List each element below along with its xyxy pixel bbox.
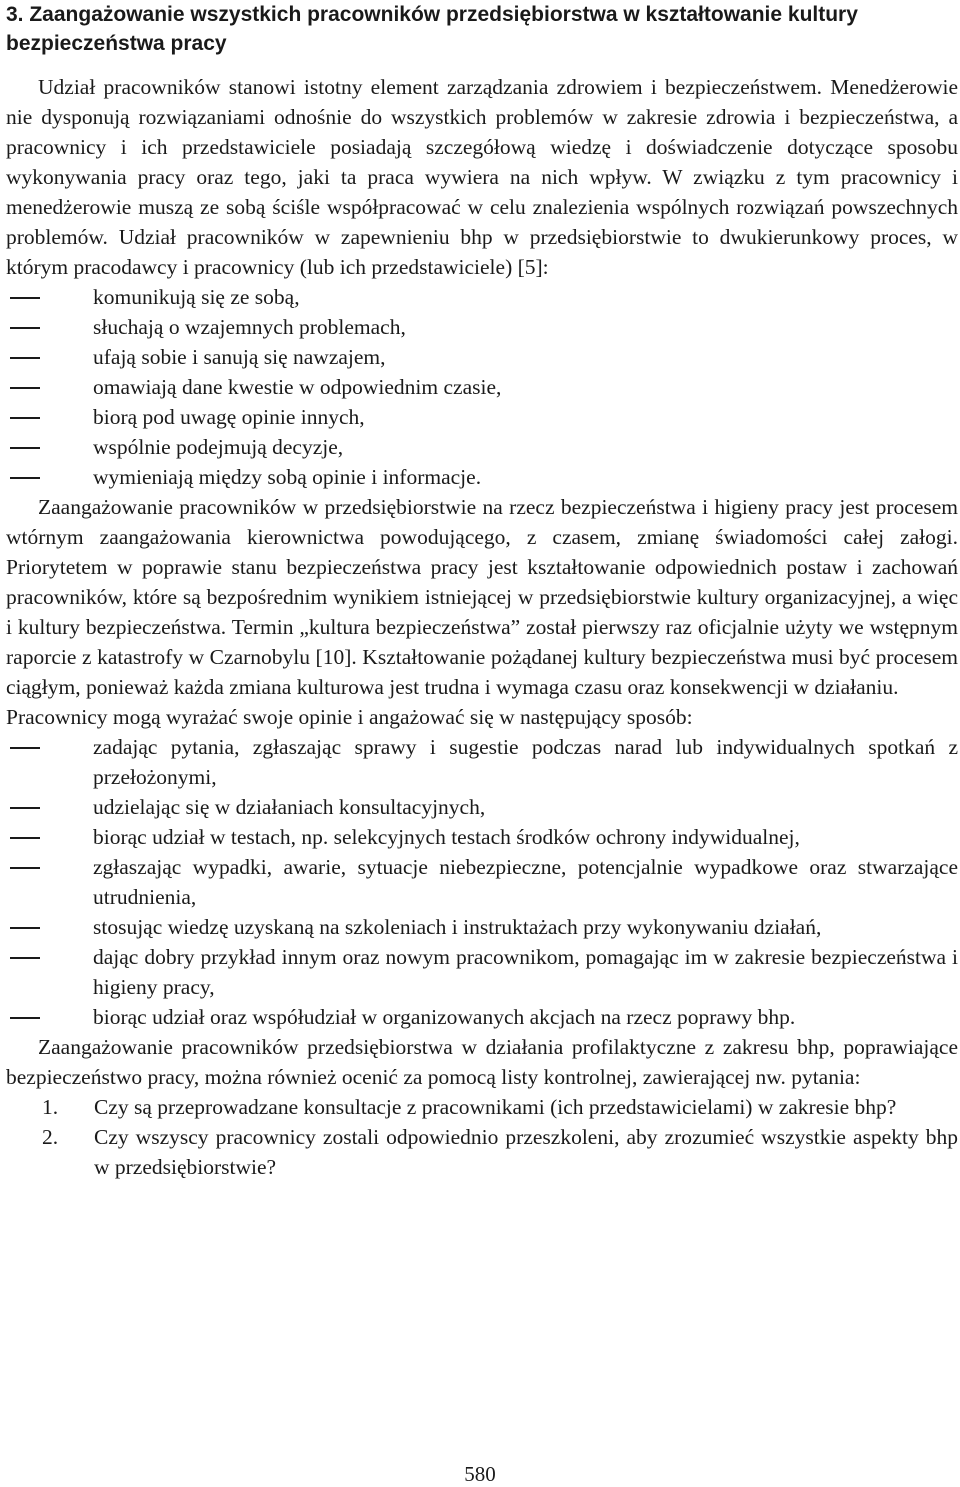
list-item: komunikują się ze sobą, xyxy=(6,282,958,312)
page-number: 580 xyxy=(464,1462,496,1486)
dash-icon xyxy=(10,807,40,809)
list-item: ufają sobie i sanują się nawzajem, xyxy=(6,342,958,372)
document-page xyxy=(6,0,958,1182)
list-item: dając dobry przykład innym oraz nowym pracownikom, pomagając im w zakresie bezpieczeństwa i higieny pracy, xyxy=(6,942,958,1002)
dash-icon xyxy=(10,387,40,389)
paragraph-3: Pracownicy mogą wyrażać swoje opinie i angażować się w następujący sposób: xyxy=(6,705,693,729)
list-item: omawiają dane kwestie w odpowiednim czasie, xyxy=(6,372,958,402)
list-item: wspólnie podejmują decyzje, xyxy=(6,432,958,462)
list-item: 1. Czy są przeprowadzane konsultacje z pracownikami (ich przedstawicielami) w zakresie bhp? xyxy=(6,1092,958,1122)
dash-icon xyxy=(10,477,40,479)
item-number: 1. xyxy=(42,1095,59,1119)
list-item: stosując wiedzę uzyskaną na szkoleniach i instruktażach przy wykonywaniu działań, xyxy=(6,912,958,942)
dash-icon xyxy=(10,837,40,839)
dash-icon xyxy=(10,867,40,869)
paragraph-4: Zaangażowanie pracowników przedsiębiorstwa w działania profilaktyczne z zakresu bhp, poprawiające bezpieczeństwo pracy, można również ocenić za pomocą listy kontrolnej, zawierającej nw. pytania: xyxy=(6,1035,958,1089)
list-2 xyxy=(6,732,958,1032)
section-heading: 3. Zaangażowanie wszystkich pracowników przedsiębiorstwa w kształtowanie kultury bezpieczeństwa pracy xyxy=(6,3,858,55)
list-item: zadając pytania, zgłaszając sprawy i sugestie podczas narad lub indywidualnych spotkań z przełożonymi, xyxy=(6,732,958,792)
paragraph-2: Zaangażowanie pracowników w przedsiębiorstwie na rzecz bezpieczeństwa i higieny pracy jest procesem wtórnym zaangażowania kierownictwa powodującego, z czasem, zmianę świadomości całej załogi. Priorytetem w poprawie stanu bezpieczeństwa pracy jest kształtowanie odpowiednich postaw i zachowań pracowników, które są bezpośrednim wynikiem istniejącej w przedsiębiorstwie kultury organizacyjnej, a więc i kultury bezpieczeństwa. Termin „kultura bezpieczeństwa” został pierwszy raz oficjalnie użyty we wstępnym raporcie z katastrofy w Czarnobylu [10]. Kształtowanie pożądanej kultury bezpieczeństwa musi być procesem ciągłym, ponieważ każda zmiana kulturowa jest trudna i wymaga czasu oraz konsekwencji w działaniu. xyxy=(6,495,958,699)
dash-icon xyxy=(10,297,40,299)
list-item: biorąc udział w testach, np. selekcyjnych testach środków ochrony indywidualnej, xyxy=(6,822,958,852)
list-item: wymieniają między sobą opinie i informacje. xyxy=(6,462,958,492)
item-number: 2. xyxy=(42,1125,59,1149)
paragraph-1: Udział pracowników stanowi istotny element zarządzania zdrowiem i bezpieczeństwem. Menedżerowie nie dysponują rozwiązaniami odnośnie do wszystkich problemów w zakresie zdrowia i bezpieczeństwa, a pracownicy i ich przedstawiciele posiadają szczegółową wiedzę i doświadczenie dotyczące sposobu wykonywania pracy oraz tego, jaki ta praca wywiera na nich wpływ. W związku z tym pracownicy i menedżerowie muszą ze sobą ściśle współpracować w celu znalezienia wspólnych rozwiązań powszechnych problemów. Udział pracowników w zapewnieniu bhp w przedsiębiorstwie to dwukierunkowy proces, w którym pracodawcy i pracownicy (lub ich przedstawiciele) [5]: xyxy=(6,75,958,279)
checklist-questions xyxy=(6,1092,958,1182)
list-item: udzielając się w działaniach konsultacyjnych, xyxy=(6,792,958,822)
dash-icon xyxy=(10,957,40,959)
dash-icon xyxy=(10,357,40,359)
list-item: 2. Czy wszyscy pracownicy zostali odpowiednio przeszkoleni, aby zrozumieć wszystkie aspekty bhp w przedsiębiorstwie? xyxy=(6,1122,958,1182)
list-item: biorąc udział oraz współudział w organizowanych akcjach na rzecz poprawy bhp. xyxy=(6,1002,958,1032)
list-item: zgłaszając wypadki, awarie, sytuacje niebezpieczne, potencjalnie wypadkowe oraz stwarzające utrudnienia, xyxy=(6,852,958,912)
dash-icon xyxy=(10,447,40,449)
dash-icon xyxy=(10,927,40,929)
dash-icon xyxy=(10,417,40,419)
dash-icon xyxy=(10,747,40,749)
dash-icon xyxy=(10,327,40,329)
list-item: słuchają o wzajemnych problemach, xyxy=(6,312,958,342)
list-item: biorą pod uwagę opinie innych, xyxy=(6,402,958,432)
dash-icon xyxy=(10,1017,40,1019)
list-1 xyxy=(6,282,958,492)
